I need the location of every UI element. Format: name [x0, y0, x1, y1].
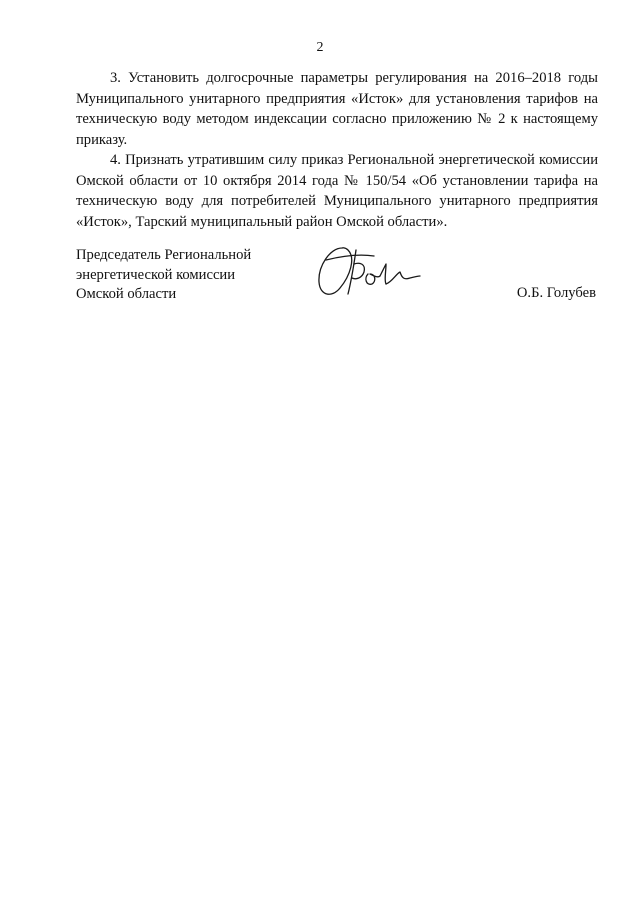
signatory-position-line: энергетической комиссии — [76, 266, 236, 283]
signatory-position-line: Председатель Региональной — [76, 247, 252, 263]
paragraph-3: 3. Установить долгосрочные параметры регулирования на 2016–2018 годы Муниципального унитарного предприятия «Исток» для установления тарифов на техническую воду методом индексации согласно приложению № 2 к настоящему приказу. — [76, 70, 598, 148]
page-number: 2 — [316, 40, 324, 55]
handwritten-signature — [312, 238, 422, 302]
signer-name: О.Б. Голубев — [516, 285, 596, 301]
document-body — [76, 68, 598, 232]
paragraph-4: 4. Признать утратившим силу приказ Региональной энергетической комиссии Омской области от 10 октября 2014 года № 150/54 «Об установлении тарифа на техническую воду для потребителей Муниципального унитарного предприятия «Исток», Тарский муниципальный район Омской области». — [76, 152, 598, 230]
signatory-position — [76, 246, 251, 305]
signatory-position-line: Омской области — [76, 286, 177, 302]
